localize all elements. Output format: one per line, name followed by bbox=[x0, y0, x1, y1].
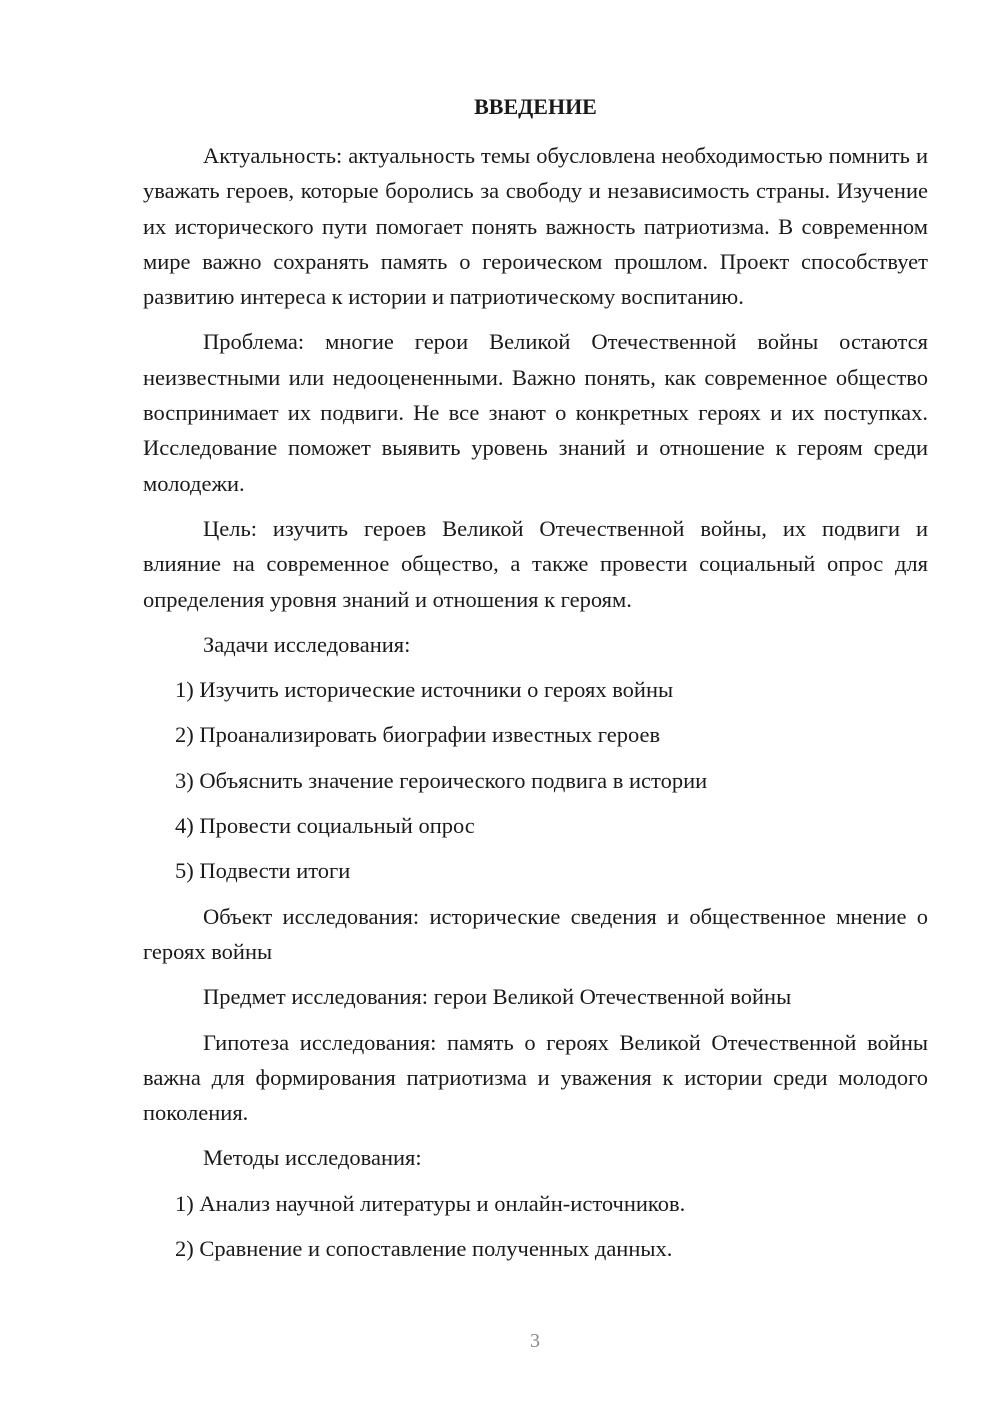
methods-list bbox=[143, 1186, 928, 1267]
hypothesis-paragraph: Гипотеза исследования: память о героях Великой Отечественной войны важна для формирования патриотизма и уважения к истории среди молодого поколения. bbox=[143, 1029, 928, 1126]
problem-paragraph: Проблема: многие герои Великой Отечественной войны остаются неизвестными или недооцененными. Важно понять, как современное общество воспринимает их подвиги. Не все знают о конкретных героях и их поступках. Исследование поможет выявить уровень знаний и отношение к героям среди молодежи. bbox=[143, 329, 928, 496]
subject-paragraph: Предмет исследования: герои Великой Отечественной войны bbox=[203, 984, 792, 1010]
list-item: 4) Провести социальный опрос bbox=[175, 813, 475, 839]
tasks-list bbox=[143, 672, 928, 888]
page-number: 3 bbox=[530, 1330, 540, 1352]
list-item: 5) Подвести итоги bbox=[175, 858, 351, 884]
tasks-heading: Задачи исследования: bbox=[203, 631, 411, 657]
object-paragraph: Объект исследования: исторические сведения и общественное мнение о героях войны bbox=[143, 903, 928, 964]
list-item: 3) Объяснить значение героического подвига в истории bbox=[175, 767, 708, 793]
list-item: 1) Анализ научной литературы и онлайн-источников. bbox=[175, 1190, 686, 1216]
list-item: 1) Изучить исторические источники о героях войны bbox=[175, 677, 674, 703]
section-title: ВВЕДЕНИЕ bbox=[474, 94, 597, 119]
relevance-paragraph: Актуальность: актуальность темы обусловлена необходимостью помнить и уважать героев, которые боролись за свободу и независимость страны. Изучение их исторического пути помогает понять важность патриотизма. В современном мире важно сохранять память о героическом прошлом. Проект способствует развитию интереса к истории и патриотическому воспитанию. bbox=[143, 143, 928, 310]
document-page bbox=[143, 92, 928, 1276]
list-item: 2) Проанализировать биографии известных героев bbox=[175, 722, 661, 748]
methods-heading: Методы исследования: bbox=[203, 1145, 422, 1171]
goal-paragraph: Цель: изучить героев Великой Отечественной войны, их подвиги и влияние на современное общество, а также провести социальный опрос для определения уровня знаний и отношения к героям. bbox=[143, 515, 928, 612]
list-item: 2) Сравнение и сопоставление полученных данных. bbox=[175, 1236, 673, 1262]
